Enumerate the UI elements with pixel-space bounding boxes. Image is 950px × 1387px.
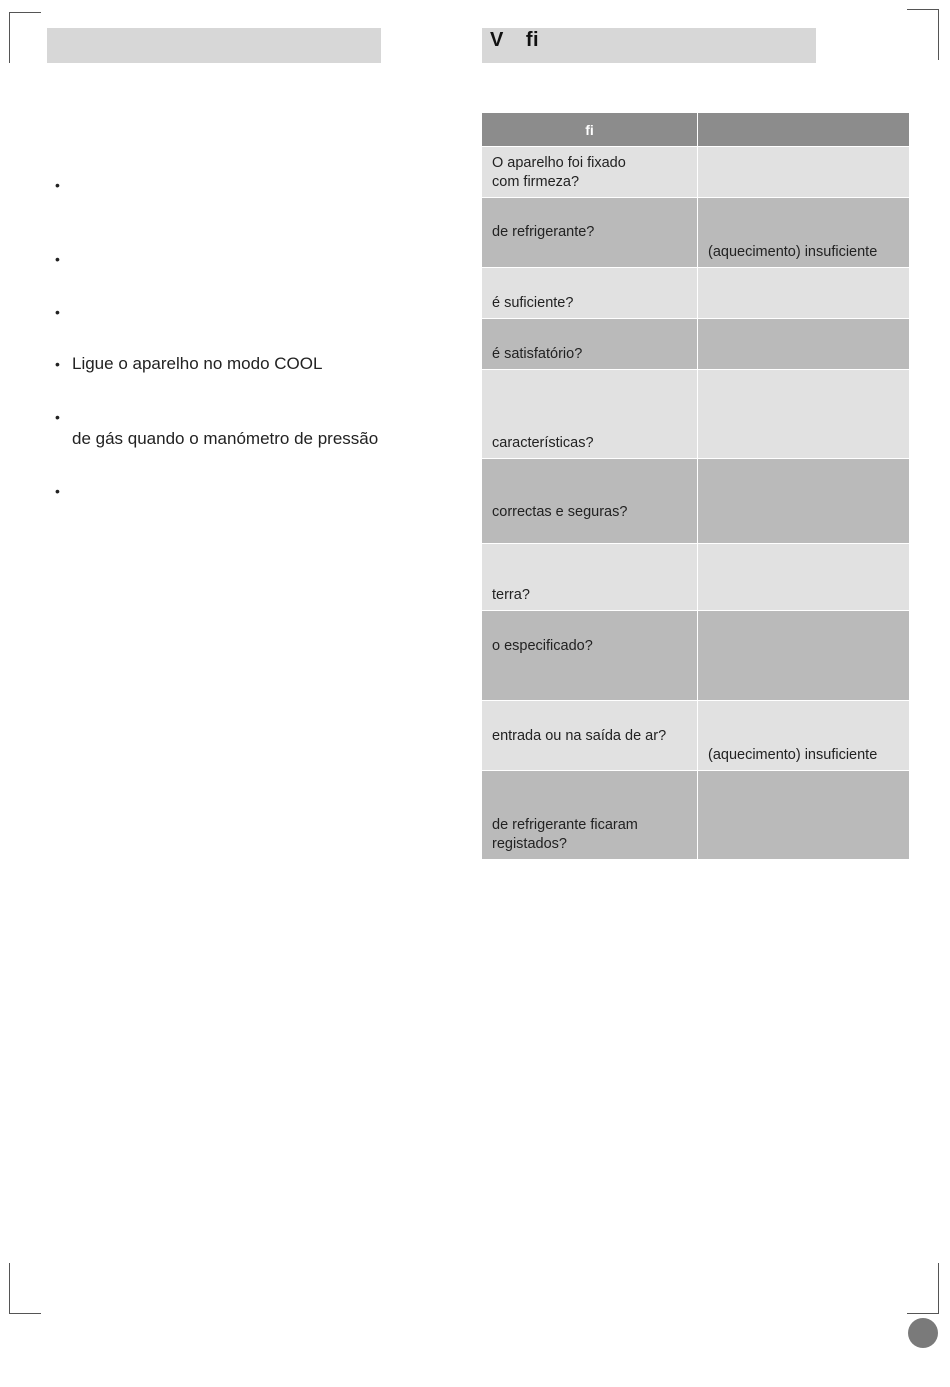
question-cell xyxy=(482,268,698,318)
question-cell xyxy=(482,370,698,458)
question-cell xyxy=(482,319,698,369)
question-text: correctas e seguras? xyxy=(492,504,628,520)
question-text: O aparelho foi fixado com firmeza? xyxy=(492,155,626,190)
question-cell xyxy=(482,701,698,770)
answer-cell xyxy=(698,459,909,543)
answer-cell xyxy=(698,544,909,610)
table-row xyxy=(482,611,909,701)
question-text: terra? xyxy=(492,587,530,603)
header-text: fi xyxy=(585,122,594,138)
table-row xyxy=(482,370,909,459)
question-cell xyxy=(482,544,698,610)
right-section-header xyxy=(482,28,816,63)
table-header-row xyxy=(482,113,909,147)
question-cell xyxy=(482,459,698,543)
left-section-header xyxy=(47,28,381,63)
crop-mark-top-left xyxy=(9,12,41,63)
crop-mark-bottom-left xyxy=(9,1263,41,1314)
answer-cell xyxy=(698,147,909,197)
bullet-dot-icon: • xyxy=(55,177,60,193)
answer-text: (aquecimento) insuficiente xyxy=(708,747,878,763)
table-row xyxy=(482,147,909,198)
table-header-cell xyxy=(482,113,698,146)
question-text: entrada ou na saída de ar? xyxy=(492,728,667,744)
table-row xyxy=(482,701,909,771)
question-cell xyxy=(482,198,698,267)
bullet-dot-icon: • xyxy=(55,304,60,320)
answer-cell xyxy=(698,198,909,267)
table-row xyxy=(482,459,909,544)
table-row xyxy=(482,771,909,859)
crop-mark-top-right xyxy=(907,9,939,60)
crop-mark-bottom-right xyxy=(907,1263,939,1314)
checklist-table xyxy=(482,113,909,859)
list-item-text: Ligue o aparelho no modo COOL xyxy=(72,354,323,373)
table-row xyxy=(482,268,909,319)
question-text: é suficiente? xyxy=(492,295,574,311)
answer-cell xyxy=(698,268,909,318)
question-text: o especificado? xyxy=(492,638,593,654)
answer-cell xyxy=(698,771,909,859)
table-header-cell xyxy=(698,113,909,146)
page-number-circle-icon xyxy=(908,1318,938,1348)
right-section-title: V fi xyxy=(490,29,540,51)
table-row xyxy=(482,198,909,268)
question-text: de refrigerante? xyxy=(492,224,595,240)
table-row xyxy=(482,319,909,370)
answer-text: (aquecimento) insuficiente xyxy=(708,244,878,260)
table-row xyxy=(482,544,909,611)
bullet-dot-icon: • xyxy=(55,356,60,372)
bullet-dot-icon: • xyxy=(55,251,60,267)
question-text: características? xyxy=(492,435,594,451)
answer-cell xyxy=(698,319,909,369)
answer-cell xyxy=(698,701,909,770)
question-cell xyxy=(482,147,698,197)
question-cell xyxy=(482,771,698,859)
answer-cell xyxy=(698,611,909,700)
list-item-text: de gás quando o manómetro de pressão xyxy=(72,429,379,448)
question-cell xyxy=(482,611,698,700)
bullet-dot-icon: • xyxy=(55,483,60,499)
bullet-dot-icon: • xyxy=(55,409,60,425)
question-text: é satisfatório? xyxy=(492,346,583,362)
answer-cell xyxy=(698,370,909,458)
question-text: de refrigerante ficaram registados? xyxy=(492,817,638,852)
